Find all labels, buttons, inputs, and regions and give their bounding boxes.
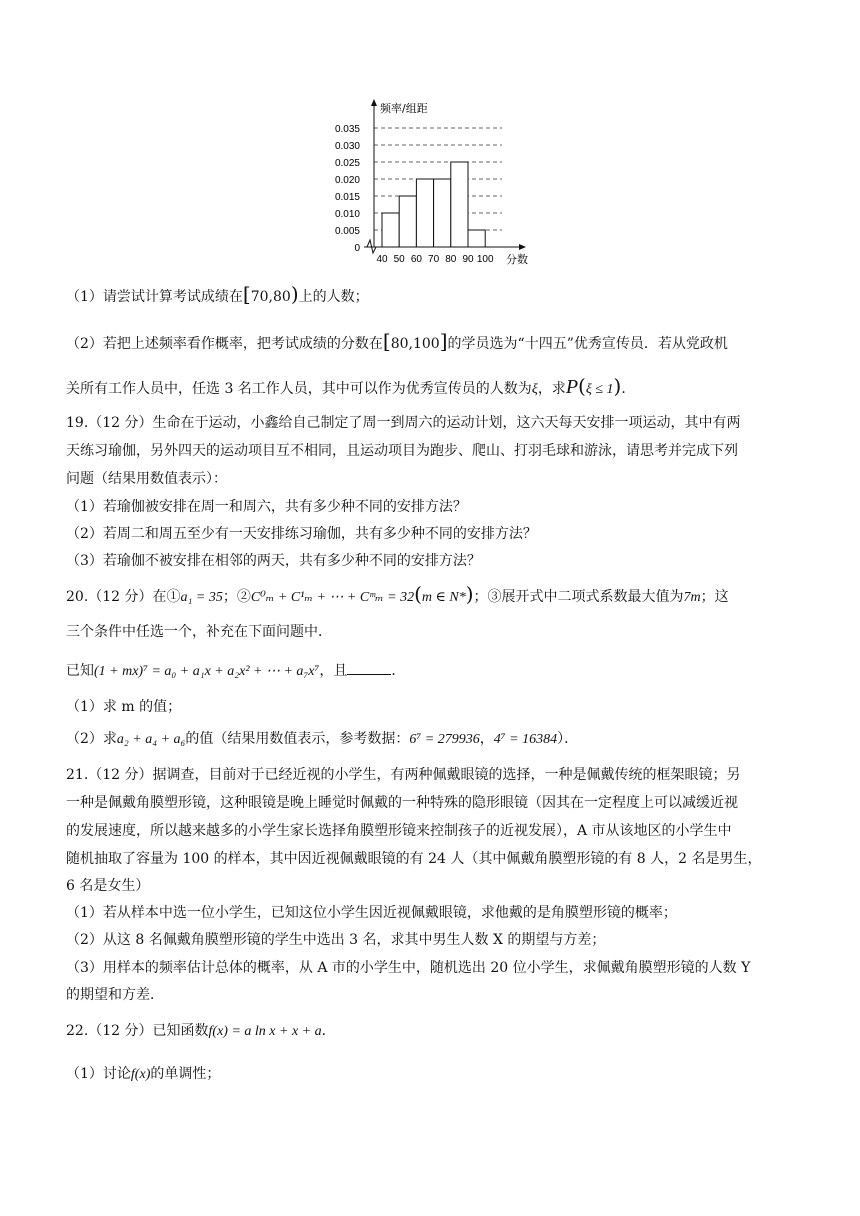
q21-line2: 一种是佩戴角膜塑形镜，这种眼镜是晚上睡觉时佩戴的一种特殊的隐形眼镜（因其在一定程度上可以减缓近视	[66, 795, 738, 811]
bar-50-60	[399, 196, 416, 247]
q19-part2: （2）若周二和周五至少有一天安排练习瑜伽，共有多少种不同的安排方法？	[66, 526, 537, 542]
y-tick-0.020: 0.020	[334, 175, 360, 186]
frequency-histogram	[322, 96, 532, 272]
q21-part2: （2）从这 8 名佩戴角膜塑形镜的学生中选出 3 名，求其中男生人数 X 的期望与方差；	[66, 932, 606, 948]
q18-part2-line2: 关所有工作人员中，任选 3 名工作人员，其中可以作为优秀宣传员的人数为ξ，求P(ξ ≤ 1)．	[66, 374, 636, 398]
x-axis-label: 分数	[506, 253, 528, 266]
x-tick-60: 60	[410, 254, 422, 265]
x-tick-90: 90	[462, 254, 474, 265]
answer-blank	[347, 660, 391, 675]
y-tick-labels	[335, 124, 360, 254]
q21-line5: 6 名是女生）	[66, 878, 150, 894]
q21-part1: （1）若从样本中选一位小学生，已知这位小学生因近视佩戴眼镜，求他戴的是角膜塑形镜的概率；	[66, 905, 677, 921]
q18-part2: （2）若把上述频率看作概率，把考试成绩的分数在[80,100]的学员选为“十四五”优秀宣传员．若从党政机	[66, 329, 728, 353]
q21-part3-line2: 的期望和方差．	[66, 987, 164, 1003]
q22-line1: 22.（12 分）已知函数f(x) = a ln x + x + a．	[66, 1023, 336, 1039]
y-tick-0.005: 0.005	[334, 226, 360, 237]
q20-line2: 三个条件中任选一个，补充在下面问题中．	[66, 624, 332, 640]
q19-line2: 天练习瑜伽，另外四天的运动项目互不相同，且运动项目为跑步、爬山、打羽毛球和游泳，请思考并完成下列	[66, 443, 738, 459]
bar-80-90	[451, 162, 468, 247]
q19-part1: （1）若瑜伽被安排在周一和周六，共有多少种不同的安排方法？	[66, 499, 467, 515]
y-tick-0.015: 0.015	[334, 192, 360, 203]
x-tick-70: 70	[428, 254, 440, 265]
q20-part1: （1）求 m 的值；	[66, 699, 182, 715]
bar-60-70	[416, 179, 433, 247]
q20-line1: 20.（12 分）在①a₁ = 35；②C⁰ₘ + C¹ₘ + ⋯ + Cᵐₘ = 32(m ∈ N*)；③展开式中二项式系数最大值为7m；这	[66, 582, 729, 606]
q20-part2: （2）求a₂ + a₄ + a₆的值（结果用数值表示，参考数据：6⁷ = 279936，4⁷ = 16384）．	[66, 731, 579, 747]
y-axis-label: 频率/组距	[380, 102, 428, 115]
q19-line1: 19.（12 分）生命在于运动，小鑫给自己制定了周一到周六的运动计划，这六天每天安排一项运动，其中有两	[66, 415, 741, 431]
x-tick-40: 40	[376, 254, 388, 265]
q21-line1: 21.（12 分）据调查，目前对于已经近视的小学生，有两种佩戴眼镜的选择，一种是佩戴传统的框架眼镜；另	[66, 767, 741, 783]
q20-given: 已知(1 + mx)⁷ = a₀ + a₁x + a₂x² + ⋯ + a₇x⁷，且 ．	[66, 660, 405, 682]
y-tick-0.035: 0.035	[334, 124, 360, 135]
y-tick-0.010: 0.010	[334, 209, 360, 220]
q21-line3: 的发展速度，所以越来越多的小学生家长选择角膜塑形镜来控制孩子的近视发展），A 市从该地区的小学生中	[66, 823, 732, 839]
x-axis-arrow	[519, 244, 526, 250]
y-tick-0.030: 0.030	[334, 141, 360, 152]
q21-line4: 随机抽取了容量为 100 的样本，其中因近视佩戴眼镜的有 24 人（其中佩戴角膜塑形镜的有 8 人，2 名是男生，	[66, 851, 762, 867]
q19-line3: 问题（结果用数值表示）：	[66, 471, 227, 487]
bar-90-100	[468, 230, 485, 247]
x-tick-100: 100	[476, 254, 494, 265]
y-tick-0: 0	[354, 243, 360, 254]
x-tick-labels	[376, 254, 494, 265]
y-axis-arrow	[371, 99, 377, 106]
bar-70-80	[434, 179, 451, 247]
histogram-bars	[382, 162, 485, 247]
q22-part1: （1）讨论f(x)的单调性；	[66, 1066, 221, 1082]
q21-part3: （3）用样本的频率估计总体的概率，从 A 市的小学生中，随机选出 20 位小学生，求佩戴角膜塑形镜的人数 Y	[66, 960, 751, 976]
x-tick-50: 50	[393, 254, 405, 265]
q18-part1: （1）请尝试计算考试成绩在[70,80)上的人数；	[66, 282, 369, 306]
bar-40-50	[382, 213, 399, 247]
q19-part3: （3）若瑜伽不被安排在相邻的两天，共有多少种不同的安排方法？	[66, 553, 481, 569]
x-tick-80: 80	[445, 254, 457, 265]
y-tick-0.025: 0.025	[334, 158, 360, 169]
